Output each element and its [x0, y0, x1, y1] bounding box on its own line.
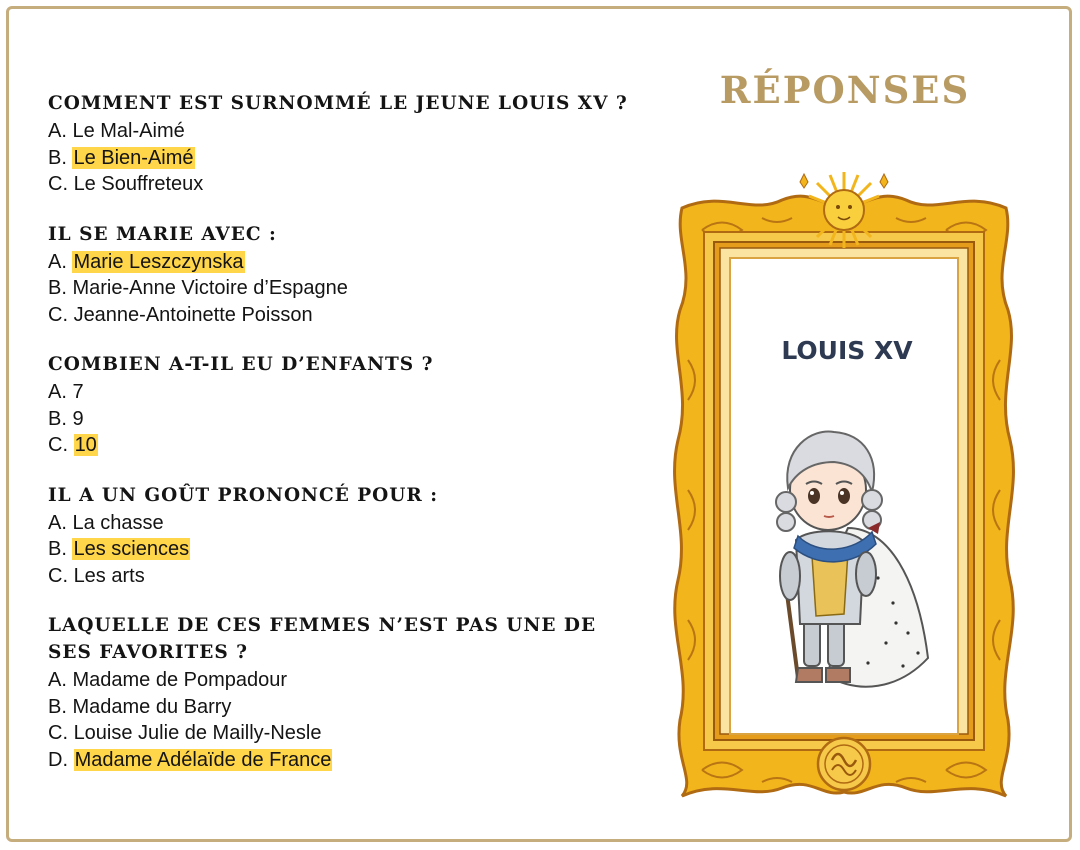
question-block [48, 482, 628, 590]
option-letter: B. [48, 146, 67, 169]
option-letter: D. [48, 748, 68, 771]
answer-option [48, 275, 628, 302]
answer-option [48, 536, 628, 563]
option-letter: C. [48, 564, 68, 587]
option-letter: C. [48, 722, 68, 744]
option-letter: B. [48, 407, 67, 430]
question-block [48, 221, 628, 329]
correct-answer-highlight: Le Bien-Aimé [73, 146, 194, 169]
option-text: Jeanne-Antoinette Poisson [73, 303, 313, 326]
option-text: 7 [72, 381, 84, 403]
option-text: Madame de Pompadour [72, 669, 288, 691]
option-text: Louise Julie de Mailly-Nesle [73, 722, 322, 744]
option-text: Le Mal-Aimé [72, 120, 185, 142]
answer-option [48, 694, 628, 721]
option-text: Les arts [73, 564, 145, 587]
option-letter: C. [48, 303, 68, 326]
answer-option [48, 302, 628, 329]
answer-option [48, 379, 628, 406]
answer-option [48, 667, 628, 694]
louis-xv-character-icon [768, 428, 934, 694]
answer-option [48, 563, 628, 590]
option-text: Madame du Barry [72, 695, 232, 718]
option-letter: B. [48, 538, 67, 560]
answer-option [48, 118, 628, 145]
option-letter: B. [48, 695, 67, 718]
question-block [48, 612, 628, 773]
portrait-title: LOUIS XV [781, 336, 913, 365]
answer-option [48, 249, 628, 276]
option-letter: C. [48, 173, 68, 195]
option-text: Le Souffreteux [73, 173, 204, 195]
answer-option [48, 145, 628, 172]
question-title: COMBIEN A-T-IL EU D’ENFANTS ? [48, 354, 434, 375]
option-letter: A. [48, 511, 67, 534]
option-text: La chasse [72, 511, 164, 534]
correct-answer-highlight: Marie Leszczynska [73, 250, 244, 273]
question-title: LAQUELLE DE CES FEMMES N’EST PAS UNE DE SES FAVORITES ? [48, 615, 597, 663]
option-letter: B. [48, 277, 67, 299]
correct-answer-highlight: Les sciences [73, 538, 190, 560]
question-block [48, 351, 628, 459]
option-letter: A. [48, 120, 67, 142]
answer-option [48, 171, 628, 198]
answers-heading: RÉPONSES [719, 68, 971, 112]
option-letter: A. [48, 250, 67, 273]
answer-option [48, 432, 628, 459]
option-text: Marie-Anne Victoire d’Espagne [72, 277, 348, 299]
answer-option [48, 747, 628, 774]
quiz-list [48, 90, 628, 796]
question-title: IL A UN GOÛT PRONONCÉ POUR : [48, 484, 439, 506]
option-letter: A. [48, 669, 67, 691]
question-title: COMMENT EST SURNOMMÉ LE JEUNE LOUIS XV ? [48, 93, 628, 114]
answer-option [48, 720, 628, 747]
correct-answer-highlight: Madame Adélaïde de France [74, 748, 332, 771]
answer-option [48, 510, 628, 537]
option-letter: A. [48, 381, 67, 403]
option-letter: C. [48, 434, 68, 456]
answer-option [48, 406, 628, 433]
question-title: IL SE MARIE AVEC : [48, 223, 277, 245]
correct-answer-highlight: 10 [74, 434, 97, 456]
question-block [48, 90, 628, 198]
option-text: 9 [72, 407, 84, 430]
